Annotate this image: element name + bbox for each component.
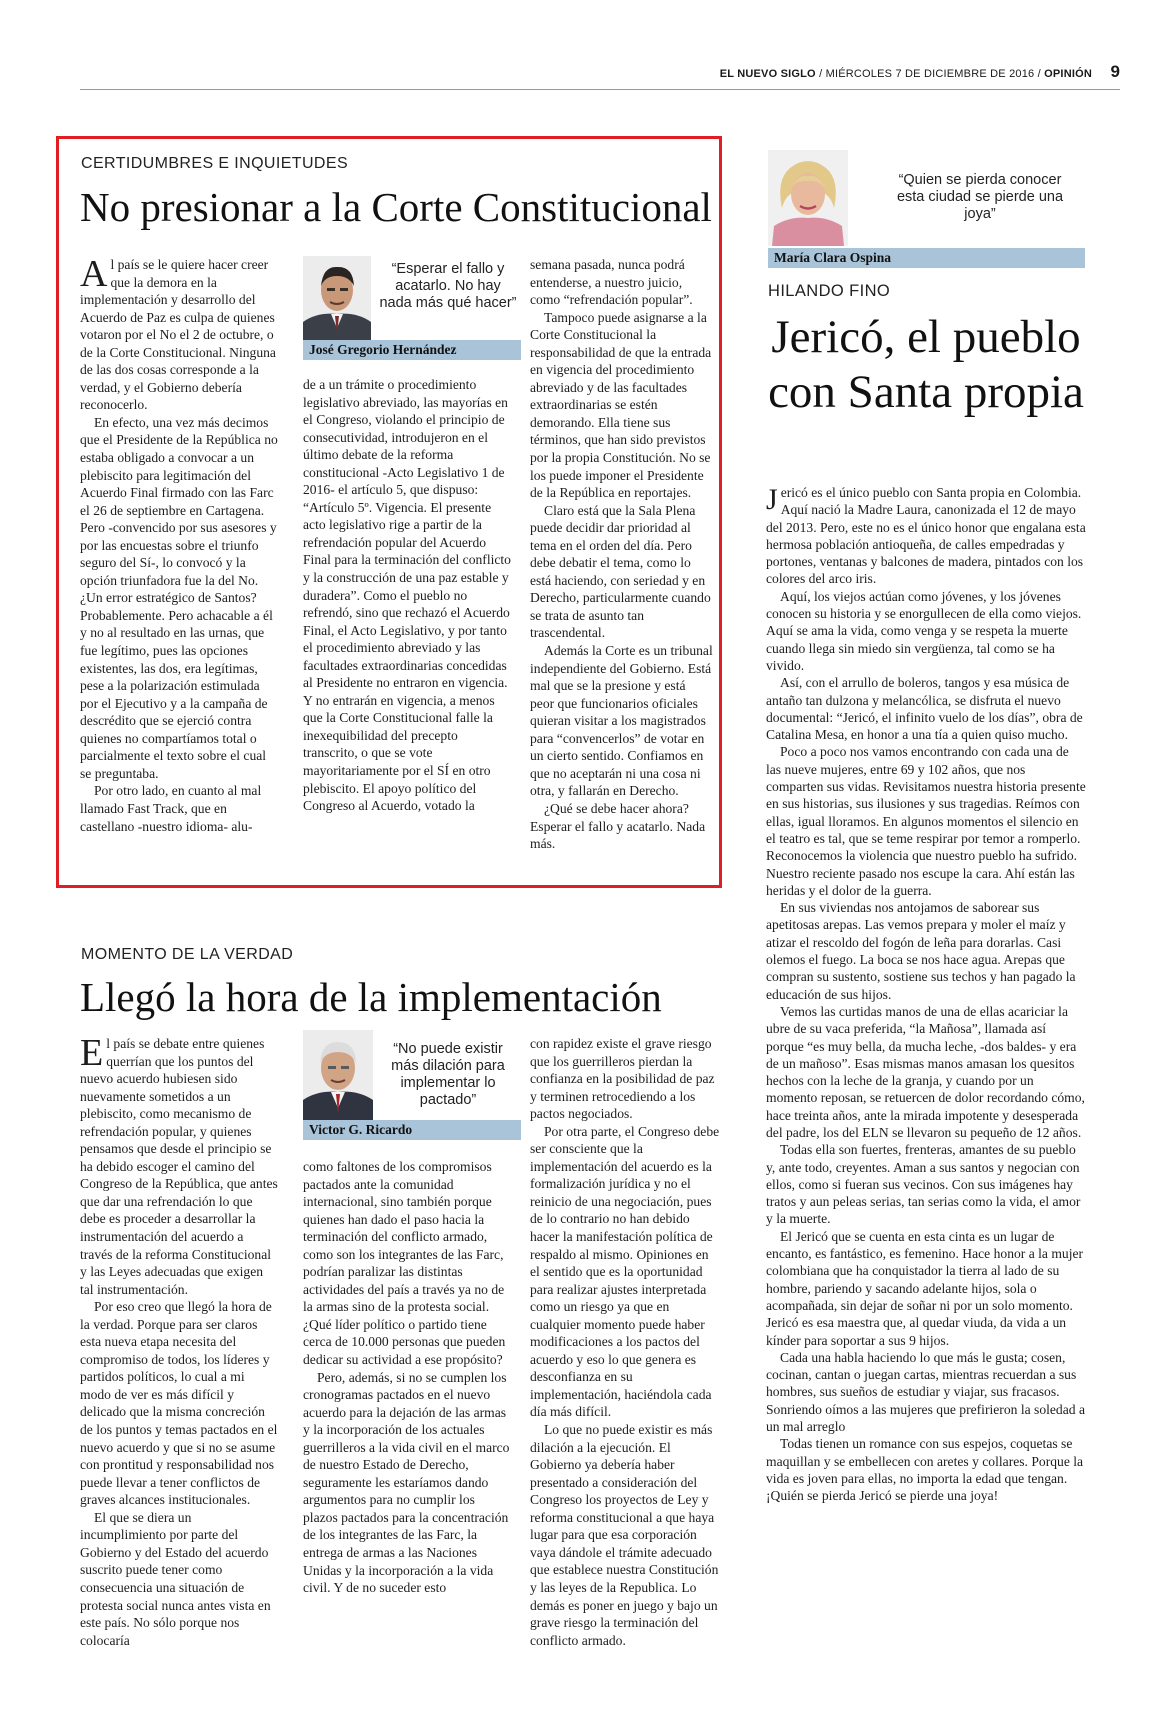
paragraph: l país se debate entre quienes querrían que los puntos del nuevo acuerdo hubiesen sido nuevamente sometidos a un plebiscito, como mecanismo de refrendación popular, y quienes pensamos que desde el principio se ha debido escoger el camino del Congreso de la República, que antes que dar una refrendación lo que debe es proceder a desarrollar la instrumentación del acuerdo a través de la reforma Constitucional y las Leyes adecuadas que exigen tal instrumentación. [80, 1036, 278, 1297]
article2-column-1 [80, 1032, 278, 1695]
article1-author-name: José Gregorio Hernández [303, 340, 521, 360]
article1-column-1 [80, 253, 278, 856]
paragraph: Cada una habla haciendo lo que más le gusta; cosen, cocinan, cantan o juegan cartas, mientras recuerdan a sus hombres, sus sueños de estudiar y viajar, sus fracasos. Sonriendo oímos a las mujeres que prefirieron la soledad a un mal arreglo [766, 1349, 1085, 1435]
article1-column-2 [303, 376, 513, 856]
author-portrait-icon [303, 256, 371, 340]
article2-kicker: MOMENTO DE LA VERDAD [81, 946, 294, 963]
page-number: 9 [1110, 62, 1120, 81]
paragraph: Por eso creo que llegó la hora de la verdad. Porque para ser claros esta nueva etapa necesita del compromiso de todos, los líderes y partidos políticos, lo cual a mi modo de ver es más difícil y delicado que la misma concreción de los puntos y temas pactados en el nuevo acuerdo y que si no se asume con prontitud y responsabilidad nos puede llevar a tener conflictos de graves alcances institucionales. [80, 1299, 278, 1508]
article3-column [766, 484, 1086, 1704]
paragraph: Así, con el arrullo de boleros, tangos y esa música de antaño tan dulzona y melancólica, se disfruta el nuevo documental: “Jericó, el infinito vuelo de los días”, obra de Catalina Mesa, en honor a una tía a quien quiso mucho. [766, 675, 1083, 743]
header-section: OPINIÓN [1044, 68, 1092, 80]
paragraph: Claro está que la Sala Plena puede decidir dar prioridad al tema en el orden del día. Pero debe debatir el tema, como lo está haciendo, con seriedad y en Derecho, particularmente cuando se trata de asunto tan trascendental. [530, 502, 711, 641]
paragraph: l país se le quiere hacer creer que la demora en la implementación y desarrollo del Acuerdo de Paz es culpa de quienes votaron por el No el 2 de octubre, o de la Corte Constitucional. Ninguna de las dos cosas corresponde a la verdad, y el Gobierno debería reconocerlo. [80, 257, 276, 413]
article2-column-3 [530, 1035, 720, 1695]
paragraph: En sus viviendas nos antojamos de saborear sus apetitosas arepas. Las vemos prepara y moler el maíz y atizar el rescoldo del fogón de leña para dorarlas. Casi olemos el fuego. La boca se nos hace agua. Arepas que compran su sustento, sostiene sus techos y han pagado la educación de sus hijos. [766, 900, 1076, 1002]
article3-kicker: HILANDO FINO [768, 282, 891, 300]
author-portrait-icon [303, 1030, 373, 1120]
paragraph: de a un trámite o procedimiento legislativo abreviado, las mayorías en el Congreso, violando el principio de consecutividad, introdujeron en el último debate de la reforma constitucional -Acto Legislativo 1 de 2016- el artículo 5, que dispuso: “Artículo 5º. Vigencia. El presente acto legislativo rige a partir de la refrendación popular del Acuerdo Final para la terminación del conflicto y la construcción de una paz estable y duradera”. Como el pueblo no refrendó, sino que rechazó el Acuerdo Final, el Acto Legislativo, y por tanto el procedimiento abreviado y las facultades extraordinarias concedidas al Presidente no entraron en vigencia. Y no entrarán en vigencia, a menos que la Corte Constitucional falle la inexequibilidad del precepto transcrito, o que se vote mayoritariamente por el SÍ en otro plebiscito. El apoyo político del Congreso al Acuerdo, votado la [303, 377, 511, 814]
article2-title: Llegó la hora de la implementación [80, 974, 662, 1020]
article1-column-3 [530, 256, 713, 856]
author-portrait-icon [768, 150, 848, 246]
author-photo-ricardo [303, 1030, 373, 1120]
header-info: EL NUEVO SIGLO / MIÉRCOLES 7 DE DICIEMBRE DE 2016 / OPINIÓN [719, 68, 1092, 80]
article1-title: No presionar a la Corte Constitucional [80, 184, 712, 230]
article1-pull-quote: “Esperar el fallo y acatarlo. No hay nada más qué hacer” [379, 261, 517, 311]
paragraph: Por otro lado, en cuanto al mal llamado Fast Track, que en castellano -nuestro idioma- alu- [80, 783, 262, 834]
article2-column-2 [303, 1158, 513, 1698]
drop-cap: J [766, 483, 778, 516]
paragraph: El Jericó que se cuenta en esta cinta es un lugar de encanto, es fantástico, es femenino. Hace honor a la mujer colombiana que ha conquistador la tierra al lado de su hombre, pariendo y sacando adelante hijos, sola o acompañada, sin dejar de soñar ni por un solo momento. Jericó es esa maestra que, al quedar viuda, da vida a un kínder para soportar a sus 9 hijos. [766, 1228, 1084, 1348]
paragraph: Tampoco puede asignarse a la Corte Constitucional la responsabilidad de que la entrada en vigencia del procedimiento abreviado y de las facultades extraordinarias se estén demorando. Ella tiene sus términos, que han sido previstos por la propia Constitución. No se los puede imponer el Presidente de la República en reportajes. [530, 309, 712, 501]
paragraph: Poco a poco nos vamos encontrando con cada una de las nueve mujeres, entre 69 y 102 años, que nos comparten sus vidas. Revisitamos nuestra historia presente en sus historias, sus ilusiones y sus tragedias. Reímos con ellas, igual lloramos. En algunos momentos el silencio en el teatro es tal, que se teme respirar por temor a romperlo. Reconocemos la violencia que nuestro pueblo ha sufrido. Nuestro reciente pasado nos escupe la cara. Ahí están las heridas y el dolor de la guerra. [766, 744, 1086, 898]
author-photo-hernandez [303, 256, 371, 340]
paragraph: Además la Corte es un tribunal independiente del Gobierno. Está mal que se la presione y está peor que funcionarios oficiales quieran visitar a los magistrados para “convencerlos” de votar en un cierto sentido. Confiamos en que no aceptarán ni una cosa ni otra, y fallarán en Derecho. [530, 643, 713, 799]
drop-cap: E [80, 1032, 104, 1074]
page-header [80, 64, 1120, 90]
header-date: MIÉRCOLES 7 DE DICIEMBRE DE 2016 [825, 68, 1035, 80]
paragraph: En efecto, una vez más decimos que el Presidente de la República no estaba obligado a convocar a un plebiscito para legitimación del Acuerdo Final firmado con las Farc el 26 de septiembre en Cartagena. Pero -convencido por sus asesores y por las encuestas sobre el triunfo seguro del Sí-, lo convocó y la opción triunfadora fue la del No. ¿Un error estratégico de Santos? Probablemente. Pero achacable a él y no al resultado en las urnas, que fue legítimo, pues las opciones existentes, las dos, era legítimas, pese a la polarización estimulada por el Ejecutivo y a la campaña de descrédito que se ejerció contra quienes no compartíamos total o parcialmente el texto sobre el cual se preguntaba. [80, 414, 278, 781]
newspaper-name: EL NUEVO SIGLO [719, 68, 816, 80]
article3-author-name: María Clara Ospina [768, 248, 1085, 268]
article2-author-name: Victor G. Ricardo [303, 1120, 521, 1140]
article3-title: Jericó, el pueblo con Santa propia [768, 311, 1084, 418]
paragraph: Lo que no puede existir es más dilación a la ejecución. El Gobierno ya debería haber presentado a consideración del Congreso los proyectos de Ley y reforma constitucional a que haya lugar para que esa corporación vaya dándole el trámite adecuado que establece nuestra Constitución y las leyes de la Republica. Lo demás es poner en juego y bajo un grave riesgo la terminación del conflicto armado. [530, 1422, 719, 1648]
paragraph: ericó es el único pueblo con Santa propia en Colombia. Aquí nació la Madre Laura, canonizada el 12 de mayo del 2013. Pero, este no es el único honor que engalana esta hermosa población antioqueña, de calles empedradas y portones, ventanas y balcones de madera, pintados con los colores del arco iris. [766, 485, 1086, 587]
paragraph: ¿Qué se debe hacer ahora? Esperar el fallo y acatarlo. Nada más. [530, 800, 706, 852]
article2-pull-quote: “No puede existir más dilación para implementar lo pactado” [391, 1041, 505, 1108]
article3-pull-quote: “Quien se pierda conocer esta ciudad se pierde una joya” [896, 172, 1064, 222]
paragraph: Por otra parte, el Congreso debe ser consciente que la implementación del acuerdo es la formalización jurídica y no el reinicio de una negociación, pues de lo contrario no han debido hacer la manifestación política de respaldo al mismo. Opiniones en el sentido que es la oportunidad para realizar ajustes interpretada como un riesgo ya que en cualquier momento puede haber modificaciones a los pactos del acuerdo y eso lo que genera es desconfianza en su implementación, haciéndola cada día más difícil. [530, 1123, 720, 1420]
paragraph: semana pasada, nunca podrá entenderse, a nuestro juicio, como “refrendación popular”. [530, 257, 693, 308]
author-photo-ospina [768, 150, 848, 246]
paragraph: Vemos las curtidas manos de una de ellas acariciar la ubre de su vaca preferida, “la Mañosa”, llamada así porque “es muy bella, da mucha leche, -dos baldes- y era de un mañoso”. Esas mismas manos amasan los quesitos hechos con la leche de la granja, y cuando por un momento reposan, se retuercen de dolor recordando cómo, hace treinta años, ante la mirada impotente y desesperada del padre, los del ELN se llevaron su pequeño de 12 años. [766, 1003, 1085, 1140]
paragraph: Pero, además, si no se cumplen los cronogramas pactados en el nuevo acuerdo para la dejación de las armas y la incorporación de los actuales guerrilleros a la vida civil en el marco de nuestro Estado de Derecho, seguramente les estaríamos dando argumentos para no cumplir los plazos pactados para la concentración de los integrantes de las Farc, la entrega de armas a las Naciones Unidas y la incorporación a la vida civil. Y de no suceder esto [303, 1369, 510, 1596]
paragraph: El que se diera un incumplimiento por parte del Gobierno y del Estado del acuerdo suscrito puede tener como consecuencia una situación de protesta social nunca antes vista en este país. No sólo porque nos colocaría [80, 1509, 271, 1648]
paragraph: Todas ella son fuertes, frenteras, amantes de su pueblo y, ante todo, creyentes. Aman a sus santos y negocian con ellos, como si fueran sus vecinos. Con sus imágenes hay tratos y aun peleas serias, tan serias como la vida, el amor y la muerte. [766, 1142, 1081, 1227]
drop-cap: A [80, 253, 108, 295]
article1-kicker: CERTIDUMBRES E INQUIETUDES [81, 155, 349, 172]
paragraph: con rapidez existe el grave riesgo que los guerrilleros pierdan la confianza en la posibilidad de paz y terminen retrocediendo a los pactos negociados. [530, 1036, 715, 1122]
paragraph: como faltones de los compromisos pactados ante la comunidad internacional, sino también porque quienes han dado el paso hacia la terminación del conflicto armado, como son los integrantes de las Farc, podrían paralizar las distintas actividades del país a través ya no de la armas sino de la protesta social. ¿Qué líder político o partido tiene cerca de 10.000 personas que pueden dedicar su actividad a ese propósito? [303, 1159, 506, 1368]
paragraph: Aquí, los viejos actúan como jóvenes, y los jóvenes conocen su historia y se enorgullecen de ella como viejos. Aquí se ama la vida, como venga y se respeta la muerte cuando llega sin miedo sin vergüenza, tal como se ha vivido. [766, 588, 1082, 673]
paragraph: Todas tienen un romance con sus espejos, coquetas se maquillan y se embellecen con aretes y collares. Porque la vida es joven para ellas, no importa la edad que tengan. ¡Quién se pierda Jericó se pierde una joya! [766, 1436, 1084, 1504]
